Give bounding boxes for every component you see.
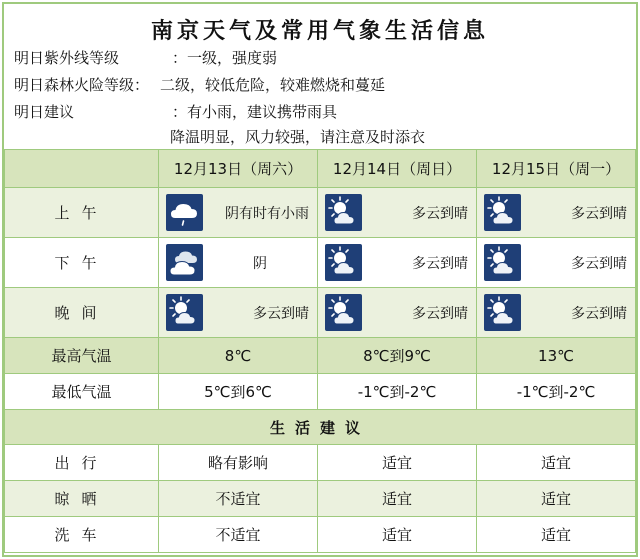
weather-cell	[159, 188, 318, 238]
life-label: 出行	[5, 445, 159, 481]
period-label: 晚间	[5, 288, 159, 338]
weather-cell	[477, 288, 636, 338]
weather-cell	[318, 188, 477, 238]
life-label: 洗车	[5, 517, 159, 553]
info-uv-label: 明日紫外线等级	[14, 49, 120, 67]
cloud-rain-icon	[166, 194, 203, 231]
life-value: 适宜	[318, 517, 477, 553]
temp-value: 13℃	[477, 338, 636, 374]
life-value: 适宜	[477, 445, 636, 481]
sun-cloud-icon	[484, 194, 521, 231]
weather-cell	[477, 238, 636, 288]
weather-text: 多云到晴	[571, 256, 627, 272]
period-label: 下午	[5, 238, 159, 288]
date-header: 12月15日（周一）	[477, 150, 636, 188]
weather-cell	[477, 188, 636, 238]
weather-text: 阴	[253, 256, 267, 272]
date-header-row	[5, 150, 636, 188]
life-value: 不适宜	[159, 517, 318, 553]
life-label: 晾晒	[5, 481, 159, 517]
life-row	[5, 517, 636, 553]
life-value: 不适宜	[159, 481, 318, 517]
info-advice-label: 明日建议	[14, 103, 75, 121]
life-row	[5, 481, 636, 517]
period-row	[5, 238, 636, 288]
weather-text: 多云到晴	[253, 306, 309, 322]
info-fire-value: 二级，较低危险，较难燃烧和蔓延	[160, 76, 386, 94]
weather-cell	[318, 238, 477, 288]
temp-value: 8℃到9℃	[318, 338, 477, 374]
sun-cloud-icon	[325, 244, 362, 281]
temp-value: -1℃到-2℃	[318, 374, 477, 410]
date-header: 12月13日（周六）	[159, 150, 318, 188]
info-uv-value: ：一级，强度弱	[172, 49, 278, 67]
temp-label: 最高气温	[5, 338, 159, 374]
temp-label: 最低气温	[5, 374, 159, 410]
forecast-table	[4, 149, 636, 553]
weather-text: 多云到晴	[412, 206, 468, 222]
page-title: 南京天气及常用气象生活信息	[150, 18, 489, 44]
sun-cloud-icon	[166, 294, 203, 331]
sun-cloud-icon	[484, 244, 521, 281]
period-label: 上午	[5, 188, 159, 238]
weather-cell	[159, 238, 318, 288]
temp-row	[5, 374, 636, 410]
weather-text: 多云到晴	[571, 306, 627, 322]
sun-cloud-icon	[325, 294, 362, 331]
period-row	[5, 188, 636, 238]
temp-value: 5℃到6℃	[159, 374, 318, 410]
weather-text: 多云到晴	[412, 256, 468, 272]
temp-value: 8℃	[159, 338, 318, 374]
weather-cell	[318, 288, 477, 338]
weather-text: 多云到晴	[571, 206, 627, 222]
life-value: 适宜	[477, 481, 636, 517]
weather-text: 多云到晴	[412, 306, 468, 322]
sun-cloud-icon	[325, 194, 362, 231]
sun-cloud-icon	[484, 294, 521, 331]
weather-cell	[159, 288, 318, 338]
life-value: 略有影响	[159, 445, 318, 481]
header-corner	[5, 150, 159, 188]
life-value: 适宜	[318, 445, 477, 481]
weather-text: 阴有时有小雨	[225, 206, 309, 222]
overcast-cloud-icon	[166, 244, 203, 281]
date-header: 12月14日（周日）	[318, 150, 477, 188]
life-value: 适宜	[477, 517, 636, 553]
life-advice-title: 生活建议	[5, 410, 636, 445]
temp-row	[5, 338, 636, 374]
info-fire-label: 明日森林火险等级：	[14, 76, 150, 94]
period-row	[5, 288, 636, 338]
life-value: 适宜	[318, 481, 477, 517]
info-advice-extra-value: 降温明显，风力较强，请注意及时添衣	[170, 128, 426, 146]
temp-value: -1℃到-2℃	[477, 374, 636, 410]
life-row	[5, 445, 636, 481]
weather-info-sheet	[2, 2, 638, 557]
info-advice-value: ：有小雨，建议携带雨具	[172, 103, 338, 121]
life-advice-header-row	[5, 410, 636, 445]
